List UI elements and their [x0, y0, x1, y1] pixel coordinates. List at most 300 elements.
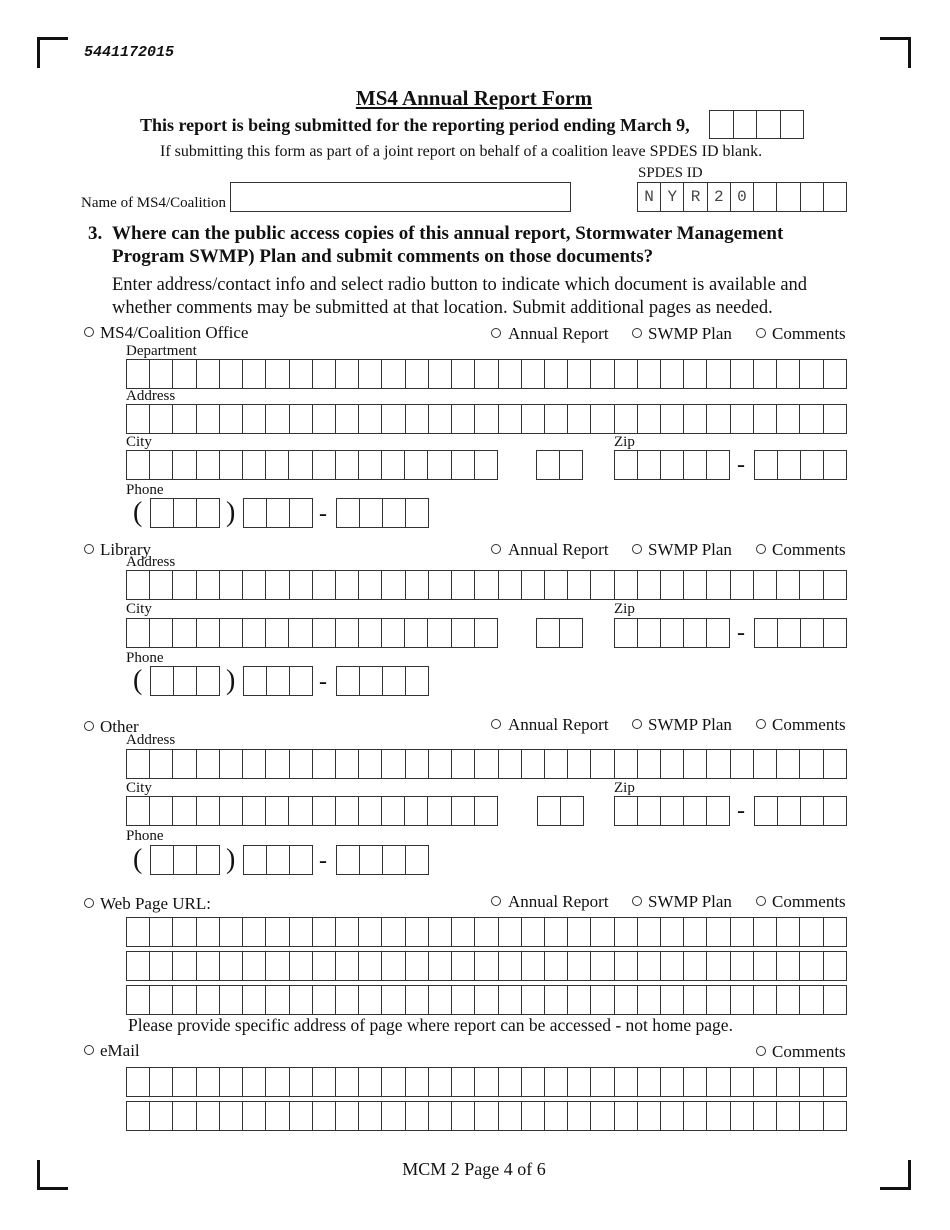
email-label: eMail — [100, 1041, 140, 1060]
char-cell — [406, 667, 428, 695]
other-phone-close-paren: ) — [226, 844, 236, 875]
char-cell — [359, 797, 382, 825]
char-cell — [568, 952, 591, 980]
char-cell — [313, 1102, 336, 1130]
office-phone-area-field[interactable] — [150, 498, 220, 528]
char-cell — [359, 750, 382, 778]
other-phone-prefix-field[interactable] — [243, 845, 313, 875]
char-cell — [499, 405, 522, 433]
char-cell — [382, 797, 405, 825]
char-cell — [429, 986, 452, 1014]
char-cell — [568, 1068, 591, 1096]
char-cell — [522, 405, 545, 433]
char-cell — [290, 571, 313, 599]
char-cell — [800, 750, 823, 778]
char-cell — [731, 1068, 754, 1096]
char-cell — [731, 918, 754, 946]
library-phone-prefix-field[interactable] — [243, 666, 313, 696]
char-cell — [475, 986, 498, 1014]
char-cell — [406, 750, 429, 778]
char-cell — [405, 619, 428, 647]
char-cell — [290, 360, 313, 388]
char-cell — [475, 1068, 498, 1096]
char-cell — [475, 451, 497, 479]
char-cell — [173, 952, 196, 980]
library-swmp-plan-radio[interactable] — [632, 544, 642, 554]
char-cell — [243, 619, 266, 647]
web-annual-report-radio[interactable] — [491, 896, 501, 906]
char-cell — [755, 797, 778, 825]
char-cell — [150, 405, 173, 433]
char-cell — [406, 1068, 429, 1096]
question-line-2: Program SWMP) Plan and submit comments on those documents? — [112, 246, 654, 267]
library-swmp-plan-label: SWMP Plan — [648, 540, 732, 559]
char-cell — [336, 451, 359, 479]
char-cell — [615, 918, 638, 946]
char-cell — [499, 1102, 522, 1130]
office-annual-report-label: Annual Report — [508, 324, 609, 343]
email-radio[interactable] — [84, 1045, 94, 1055]
office-comments-radio[interactable] — [756, 328, 766, 338]
char-cell — [382, 360, 405, 388]
char-cell — [452, 619, 475, 647]
char-cell — [127, 360, 150, 388]
char-cell — [591, 986, 614, 1014]
char-cell — [661, 797, 684, 825]
char-cell — [638, 619, 661, 647]
char-cell — [244, 667, 267, 695]
char-cell — [754, 571, 777, 599]
office-address-field[interactable] — [126, 404, 847, 434]
office-zip-field[interactable] — [614, 450, 730, 480]
char-cell — [684, 1068, 707, 1096]
email-field-2[interactable] — [126, 1101, 847, 1131]
char-cell — [429, 1068, 452, 1096]
char-cell — [684, 918, 707, 946]
library-zip-field[interactable] — [614, 618, 730, 648]
char-cell — [173, 1068, 196, 1096]
char-cell — [638, 797, 661, 825]
char-cell — [127, 451, 150, 479]
web-url-field-2[interactable] — [126, 951, 847, 981]
year-digit — [781, 111, 804, 138]
library-comments-radio[interactable] — [756, 544, 766, 554]
spdes-char: 0 — [731, 183, 754, 211]
char-cell — [243, 451, 266, 479]
char-cell — [336, 986, 359, 1014]
other-address-field[interactable] — [126, 749, 847, 779]
char-cell — [638, 918, 661, 946]
char-cell — [638, 360, 661, 388]
library-city-label: City — [126, 601, 152, 617]
char-cell — [638, 986, 661, 1014]
other-city-field[interactable] — [126, 796, 498, 826]
other-zip-dash: - — [737, 798, 745, 824]
char-cell — [197, 1102, 220, 1130]
char-cell — [707, 750, 730, 778]
web-label: Web Page URL: — [100, 894, 211, 913]
char-cell — [522, 1068, 545, 1096]
char-cell — [499, 986, 522, 1014]
other-address-label: Address — [126, 732, 176, 748]
char-cell — [266, 1068, 289, 1096]
library-zip-dash: - — [737, 620, 745, 646]
office-label: MS4/Coalition Office — [100, 323, 249, 342]
char-cell — [499, 360, 522, 388]
char-cell — [359, 986, 382, 1014]
char-cell — [244, 499, 267, 527]
char-cell — [127, 918, 150, 946]
char-cell — [243, 750, 266, 778]
char-cell — [313, 451, 336, 479]
library-phone-area-field[interactable] — [150, 666, 220, 696]
char-cell — [405, 797, 428, 825]
office-annual-report-radio[interactable] — [491, 328, 501, 338]
web-comments-radio[interactable] — [756, 896, 766, 906]
char-cell — [173, 797, 196, 825]
library-phone-label: Phone — [126, 650, 164, 666]
char-cell — [638, 451, 661, 479]
library-label: Library — [100, 540, 151, 559]
instructions-line-2: whether comments may be submitted at that location. Submit additional pages as needed. — [112, 298, 773, 318]
library-city-field[interactable] — [126, 618, 498, 648]
char-cell — [336, 918, 359, 946]
char-cell — [313, 952, 336, 980]
char-cell — [615, 360, 638, 388]
char-cell — [150, 797, 173, 825]
other-swmp-plan-label: SWMP Plan — [648, 715, 732, 734]
char-cell — [266, 918, 289, 946]
char-cell — [359, 360, 382, 388]
char-cell — [800, 918, 823, 946]
char-cell — [731, 986, 754, 1014]
char-cell — [754, 1102, 777, 1130]
char-cell — [661, 1102, 684, 1130]
char-cell — [313, 750, 336, 778]
char-cell — [197, 952, 220, 980]
char-cell — [452, 571, 475, 599]
char-cell — [754, 952, 777, 980]
library-annual-report-radio[interactable] — [491, 544, 501, 554]
char-cell — [560, 619, 582, 647]
char-cell — [754, 986, 777, 1014]
web-url-field-3[interactable] — [126, 985, 847, 1015]
other-phone-area-field[interactable] — [150, 845, 220, 875]
char-cell — [777, 1068, 800, 1096]
char-cell — [220, 918, 243, 946]
char-cell — [382, 1102, 405, 1130]
char-cell — [824, 1102, 846, 1130]
other-phone-line-field[interactable] — [336, 845, 429, 875]
char-cell — [359, 918, 382, 946]
library-phone-line-field[interactable] — [336, 666, 429, 696]
char-cell — [336, 1068, 359, 1096]
char-cell — [360, 499, 383, 527]
char-cell — [661, 360, 684, 388]
char-cell — [638, 1102, 661, 1130]
char-cell — [545, 750, 568, 778]
char-cell — [638, 571, 661, 599]
char-cell — [382, 619, 405, 647]
char-cell — [336, 1102, 359, 1130]
office-state-field[interactable] — [536, 450, 583, 480]
other-radio[interactable] — [84, 721, 94, 731]
char-cell — [429, 571, 452, 599]
char-cell — [560, 451, 582, 479]
char-cell — [173, 1102, 196, 1130]
char-cell — [313, 360, 336, 388]
char-cell — [197, 499, 219, 527]
library-zip4-field[interactable] — [754, 618, 847, 648]
char-cell — [522, 918, 545, 946]
char-cell — [151, 667, 174, 695]
char-cell — [499, 571, 522, 599]
char-cell — [452, 750, 475, 778]
char-cell — [150, 952, 173, 980]
office-phone-line-field[interactable] — [336, 498, 429, 528]
char-cell — [755, 619, 778, 647]
other-comments-radio[interactable] — [756, 719, 766, 729]
char-cell — [568, 1102, 591, 1130]
spdes-char: 2 — [708, 183, 731, 211]
char-cell — [406, 986, 429, 1014]
char-cell — [266, 405, 289, 433]
web-swmp-plan-radio[interactable] — [632, 896, 642, 906]
char-cell — [243, 952, 266, 980]
web-radio[interactable] — [84, 898, 94, 908]
library-state-field[interactable] — [536, 618, 583, 648]
char-cell — [800, 1068, 823, 1096]
char-cell — [545, 918, 568, 946]
char-cell — [220, 405, 243, 433]
office-swmp-plan-radio[interactable] — [632, 328, 642, 338]
other-swmp-plan-radio[interactable] — [632, 719, 642, 729]
char-cell — [220, 986, 243, 1014]
year-digit — [734, 111, 758, 138]
char-cell — [243, 918, 266, 946]
ms4-name-field[interactable] — [230, 182, 571, 212]
spdes-char: N — [638, 183, 661, 211]
char-cell — [127, 619, 150, 647]
char-cell — [452, 1102, 475, 1130]
char-cell — [452, 952, 475, 980]
char-cell — [707, 952, 730, 980]
char-cell — [313, 619, 336, 647]
spdes-char — [777, 183, 800, 211]
office-phone-prefix-field[interactable] — [243, 498, 313, 528]
char-cell — [661, 750, 684, 778]
char-cell — [800, 360, 823, 388]
spdes-char — [801, 183, 824, 211]
char-cell — [545, 986, 568, 1014]
char-cell — [452, 405, 475, 433]
web-url-field-1[interactable] — [126, 917, 847, 947]
char-cell — [545, 360, 568, 388]
char-cell — [382, 405, 405, 433]
other-phone-dash: - — [319, 848, 327, 874]
office-radio[interactable] — [84, 327, 94, 337]
char-cell — [615, 1068, 638, 1096]
char-cell — [313, 1068, 336, 1096]
char-cell — [197, 405, 220, 433]
char-cell — [638, 1068, 661, 1096]
other-state-field[interactable] — [537, 796, 584, 826]
char-cell — [638, 750, 661, 778]
char-cell — [313, 918, 336, 946]
char-cell — [173, 918, 196, 946]
char-cell — [336, 571, 359, 599]
form-id: 5441172015 — [84, 44, 175, 61]
char-cell — [336, 360, 359, 388]
char-cell — [661, 952, 684, 980]
char-cell — [777, 750, 800, 778]
office-department-field[interactable] — [126, 359, 847, 389]
char-cell — [243, 797, 266, 825]
char-cell — [266, 571, 289, 599]
library-radio[interactable] — [84, 544, 94, 554]
char-cell — [360, 667, 383, 695]
char-cell — [220, 952, 243, 980]
char-cell — [615, 405, 638, 433]
char-cell — [382, 986, 405, 1014]
spdes-label: SPDES ID — [638, 165, 703, 181]
email-comments-radio[interactable] — [756, 1046, 766, 1056]
char-cell — [337, 499, 360, 527]
spdes-id-field[interactable] — [637, 182, 847, 212]
char-cell — [429, 750, 452, 778]
char-cell — [359, 619, 382, 647]
char-cell — [661, 571, 684, 599]
char-cell — [538, 797, 561, 825]
char-cell — [499, 1068, 522, 1096]
char-cell — [754, 918, 777, 946]
char-cell — [824, 918, 846, 946]
char-cell — [778, 797, 801, 825]
char-cell — [707, 360, 730, 388]
char-cell — [615, 952, 638, 980]
office-city-label: City — [126, 434, 152, 450]
char-cell — [475, 1102, 498, 1130]
char-cell — [731, 571, 754, 599]
library-address-field[interactable] — [126, 570, 847, 600]
char-cell — [290, 750, 313, 778]
year-digit — [757, 111, 781, 138]
email-field-1[interactable] — [126, 1067, 847, 1097]
char-cell — [452, 986, 475, 1014]
char-cell — [127, 952, 150, 980]
char-cell — [800, 986, 823, 1014]
office-swmp-plan-label: SWMP Plan — [648, 324, 732, 343]
char-cell — [173, 750, 196, 778]
char-cell — [197, 667, 219, 695]
other-zip4-field[interactable] — [754, 796, 847, 826]
office-comments-label: Comments — [772, 324, 846, 343]
char-cell — [174, 846, 197, 874]
char-cell — [243, 571, 266, 599]
char-cell — [220, 451, 243, 479]
year-field[interactable] — [709, 110, 804, 139]
char-cell — [801, 619, 824, 647]
char-cell — [824, 405, 846, 433]
char-cell — [452, 451, 475, 479]
char-cell — [824, 451, 846, 479]
spdes-char — [824, 183, 846, 211]
char-cell — [220, 797, 243, 825]
office-address-label: Address — [126, 388, 176, 404]
char-cell — [522, 952, 545, 980]
char-cell — [615, 797, 638, 825]
char-cell — [290, 952, 313, 980]
char-cell — [383, 846, 406, 874]
char-cell — [754, 360, 777, 388]
char-cell — [336, 750, 359, 778]
char-cell — [661, 619, 684, 647]
char-cell — [591, 918, 614, 946]
char-cell — [754, 750, 777, 778]
char-cell — [684, 360, 707, 388]
char-cell — [220, 750, 243, 778]
char-cell — [754, 405, 777, 433]
char-cell — [561, 797, 583, 825]
other-zip-field[interactable] — [614, 796, 730, 826]
char-cell — [406, 918, 429, 946]
char-cell — [707, 1102, 730, 1130]
char-cell — [266, 619, 289, 647]
reporting-period-label: This report is being submitted for the reporting period ending March 9, — [140, 115, 690, 135]
char-cell — [197, 451, 220, 479]
char-cell — [150, 750, 173, 778]
web-annual-report-label: Annual Report — [508, 892, 609, 911]
char-cell — [475, 750, 498, 778]
office-city-field[interactable] — [126, 450, 498, 480]
char-cell — [522, 986, 545, 1014]
other-label: Other — [100, 717, 139, 736]
char-cell — [522, 360, 545, 388]
char-cell — [731, 952, 754, 980]
char-cell — [684, 750, 707, 778]
char-cell — [707, 918, 730, 946]
spdes-char — [754, 183, 777, 211]
char-cell — [537, 619, 560, 647]
char-cell — [684, 619, 707, 647]
char-cell — [243, 1068, 266, 1096]
joint-report-note: If submitting this form as part of a joint report on behalf of a coalition leave SPDES ID blank. — [160, 143, 763, 160]
char-cell — [220, 360, 243, 388]
char-cell — [824, 986, 846, 1014]
char-cell — [707, 619, 729, 647]
char-cell — [220, 1102, 243, 1130]
char-cell — [452, 918, 475, 946]
char-cell — [731, 750, 754, 778]
char-cell — [731, 405, 754, 433]
instructions-line-1: Enter address/contact info and select radio button to indicate which document is available and — [112, 275, 808, 295]
char-cell — [406, 952, 429, 980]
char-cell — [150, 1102, 173, 1130]
char-cell — [127, 750, 150, 778]
char-cell — [243, 360, 266, 388]
office-department-label: Department — [126, 343, 197, 359]
char-cell — [173, 405, 196, 433]
other-annual-report-radio[interactable] — [491, 719, 501, 729]
char-cell — [220, 619, 243, 647]
char-cell — [290, 405, 313, 433]
question-number: 3. — [88, 223, 103, 244]
char-cell — [197, 986, 220, 1014]
char-cell — [290, 846, 312, 874]
office-zip4-field[interactable] — [754, 450, 847, 480]
char-cell — [801, 797, 824, 825]
char-cell — [359, 451, 382, 479]
